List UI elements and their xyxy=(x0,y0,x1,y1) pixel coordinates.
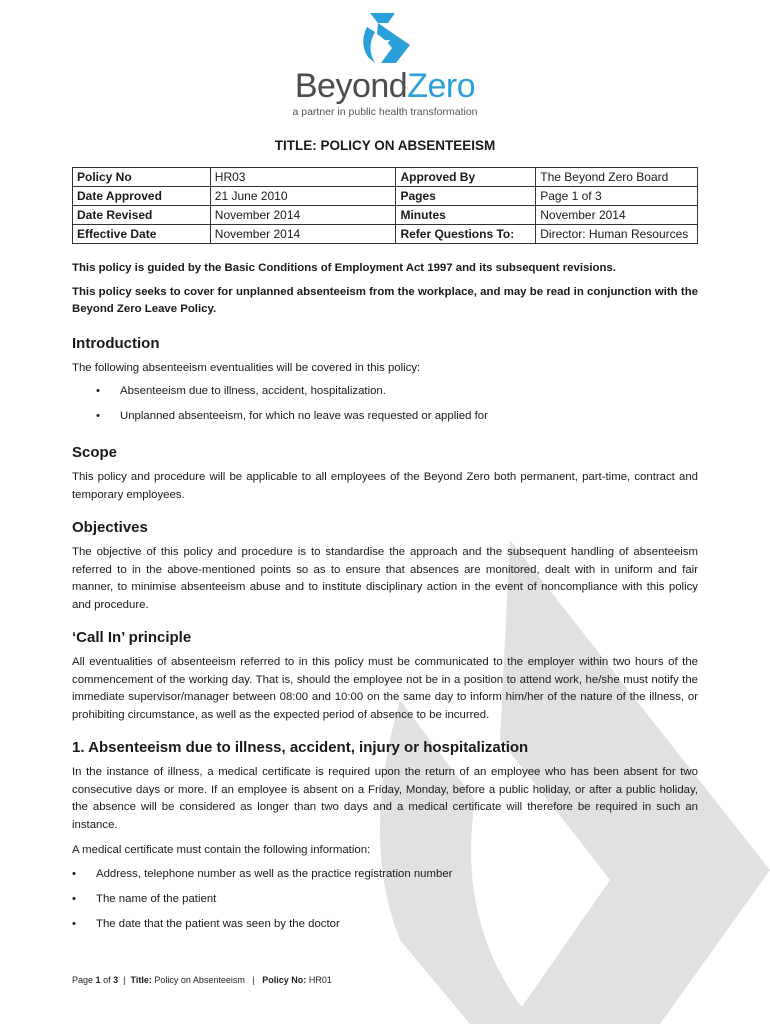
preamble-paragraph: This policy is guided by the Basic Conditions of Employment Act 1997 and its subsequent revisions. xyxy=(72,262,616,274)
footer-of-word: of xyxy=(103,975,111,985)
bullet-icon: • xyxy=(96,385,100,397)
meta-value: The Beyond Zero Board xyxy=(536,168,698,187)
medical-certificate-list xyxy=(72,866,698,933)
meta-value: Director: Human Resources xyxy=(536,225,698,244)
section1-text: In the instance of illness, a medical certificate is required upon the return of an employee who has been absent for two consecutive days or more. If an employee is absent on a Friday, Monday, before a public holiday, or after a public holiday, the absence will be considered as longer than two days and a medical certificate will therefore be required in such an instance. xyxy=(72,766,698,831)
bullet-icon: • xyxy=(96,410,100,422)
table-row xyxy=(73,187,698,206)
footer-policy-label: Policy No: xyxy=(262,975,307,985)
list-item xyxy=(72,916,698,933)
brand-name-part1: Beyond xyxy=(294,67,408,105)
bullet-icon: • xyxy=(72,917,76,930)
footer-page-number: 1 xyxy=(95,975,101,985)
policy-metadata-table xyxy=(72,167,698,244)
list-item-text: Address, telephone number as well as the practice registration number xyxy=(96,867,453,880)
brand-name xyxy=(0,68,770,104)
table-row xyxy=(73,168,698,187)
list-item xyxy=(72,383,698,400)
page-footer xyxy=(72,975,332,985)
bullet-icon: • xyxy=(72,867,76,880)
list-item xyxy=(72,866,698,883)
footer-policy-value: HR01 xyxy=(308,975,332,985)
meta-value: November 2014 xyxy=(210,225,396,244)
list-item-text: Absenteeism due to illness, accident, hospitalization. xyxy=(120,385,386,397)
meta-key: Date Revised xyxy=(73,206,211,225)
meta-key: Refer Questions To: xyxy=(396,225,536,244)
list-item-text: The name of the patient xyxy=(96,892,217,905)
section-heading-call-in: ‘Call In’ principle xyxy=(72,629,192,646)
section-heading-introduction: Introduction xyxy=(72,334,160,352)
footer-separator: | xyxy=(123,975,126,985)
list-item-text: Unplanned absenteeism, for which no leave was requested or applied for xyxy=(120,410,488,422)
document-title: TITLE: POLICY ON ABSENTEEISM xyxy=(274,138,496,153)
footer-page-word: Page xyxy=(72,975,94,985)
scope-text: This policy and procedure will be applicable to all employees of the Beyond Zero both permanent, part-time, contract and temporary employees. xyxy=(72,471,698,501)
section-heading-scope: Scope xyxy=(72,444,118,461)
beyond-zero-mark-icon xyxy=(356,10,414,66)
meta-key: Effective Date xyxy=(73,225,211,244)
brand-logo xyxy=(0,10,770,118)
list-item xyxy=(72,408,698,425)
meta-value: 21 June 2010 xyxy=(210,187,396,206)
table-row xyxy=(73,225,698,244)
document-body xyxy=(72,138,698,933)
preamble-paragraph: This policy seeks to cover for unplanned absenteeism from the workplace, and may be read in conjunction with the Beyond Zero Leave Policy. xyxy=(72,285,698,315)
meta-value: Page 1 of 3 xyxy=(536,187,698,206)
section1-list-intro: A medical certificate must contain the following information: xyxy=(72,844,371,856)
brand-name-part2: Zero xyxy=(407,67,476,105)
list-item-text: The date that the patient was seen by the doctor xyxy=(96,917,340,930)
call-in-text: All eventualities of absenteeism referred to in this policy must be communicated to the employer within two hours of the commencement of the working day. That is, should the employee not be in a position to attend work, he/she must notify the immediate supervisor/manager between 08:00 and 10:00 on the same day to inform him/her of the nature of the illness, or prohibiting circumstance, as well as the expected period of absence to be incurred. xyxy=(72,656,698,721)
footer-page-total: 3 xyxy=(113,975,119,985)
list-item xyxy=(72,891,698,908)
section-heading-objectives: Objectives xyxy=(72,519,148,536)
brand-tagline: a partner in public health transformation xyxy=(292,106,478,118)
bullet-icon: • xyxy=(72,892,76,905)
meta-key: Date Approved xyxy=(73,187,211,206)
meta-key: Minutes xyxy=(396,206,536,225)
section-heading-absenteeism-illness: 1. Absenteeism due to illness, accident, injury or hospitalization xyxy=(72,739,529,756)
table-row xyxy=(73,206,698,225)
meta-key: Pages xyxy=(396,187,536,206)
introduction-text: The following absenteeism eventualities will be covered in this policy: xyxy=(72,361,421,374)
footer-title-label: Title: xyxy=(130,975,152,985)
meta-value: November 2014 xyxy=(536,206,698,225)
introduction-list xyxy=(72,383,698,425)
meta-key: Policy No xyxy=(73,168,211,187)
objectives-text: The objective of this policy and procedure is to standardise the approach and the subsequent handling of absenteeism referred to in the above-mentioned points so as to ensure that absences are monitored, dealt with in uniform and fair manner, to minimise absenteeism abuse and to institute disciplinary action in the event of noncompliance with this policy and procedure. xyxy=(72,546,698,611)
footer-title-value: Policy on Absenteeism xyxy=(154,975,245,985)
footer-separator: | xyxy=(252,975,255,985)
meta-value: HR03 xyxy=(210,168,396,187)
meta-value: November 2014 xyxy=(210,206,396,225)
meta-key: Approved By xyxy=(396,168,536,187)
